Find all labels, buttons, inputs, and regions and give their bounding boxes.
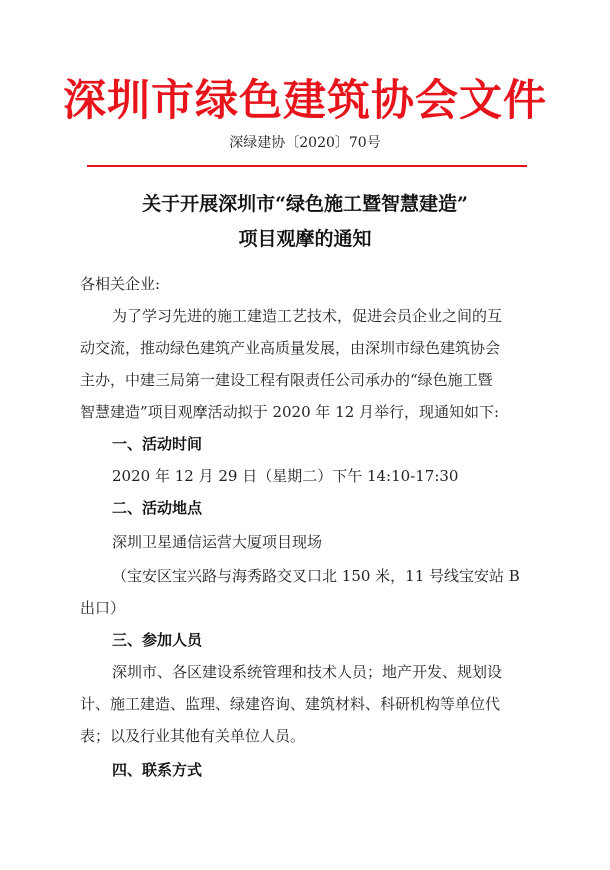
notice-title-line-2: 项目观摩的通知 — [238, 228, 372, 250]
activity-place-address-cont: 出口） — [80, 599, 126, 617]
activity-time: 2020 年 12 月 29 日（星期二）下午 14:10-17:30 — [112, 467, 459, 485]
document-number: 深绿建协〔2020〕70号 — [229, 135, 381, 151]
section-heading-contact: 四、联系方式 — [112, 761, 203, 779]
section-heading-time: 一、活动时间 — [112, 435, 203, 453]
section-heading-place: 二、活动地点 — [112, 499, 203, 517]
attendees-line: 深圳市、各区建设系统管理和技术人员；地产开发、规划设 — [112, 663, 503, 681]
activity-place: 深圳卫星通信运营大厦项目现场 — [112, 533, 323, 551]
attendees-line: 计、施工建造、监理、绿建咨询、建筑材料、科研机构等单位代 — [80, 695, 501, 713]
intro-line: 主办，中建三局第一建设工程有限责任公司承办的“绿色施工暨 — [80, 371, 493, 389]
section-heading-attendees: 三、参加人员 — [112, 631, 203, 649]
notice-title-line-1: 关于开展深圳市“绿色施工暨智慧建造” — [142, 193, 468, 215]
intro-line: 为了学习先进的施工建造工艺技术，促进会员企业之间的互 — [112, 307, 503, 325]
attendees-line: 表；以及行业其他有关单位人员。 — [80, 727, 306, 745]
intro-line: 动交流，推动绿色建筑产业高质量发展，由深圳市绿色建筑协会 — [80, 339, 501, 357]
intro-line: 智慧建造”项目观摩活动拟于 2020 年 12 月举行，现通知如下: — [80, 403, 500, 421]
org-letterhead-title: 深圳市绿色建筑协会文件 — [63, 76, 547, 126]
red-divider — [87, 165, 527, 167]
activity-place-address: （宝安区宝兴路与海秀路交叉口北 150 米，11 号线宝安站 B — [112, 567, 520, 585]
salutation: 各相关企业: — [80, 275, 161, 293]
